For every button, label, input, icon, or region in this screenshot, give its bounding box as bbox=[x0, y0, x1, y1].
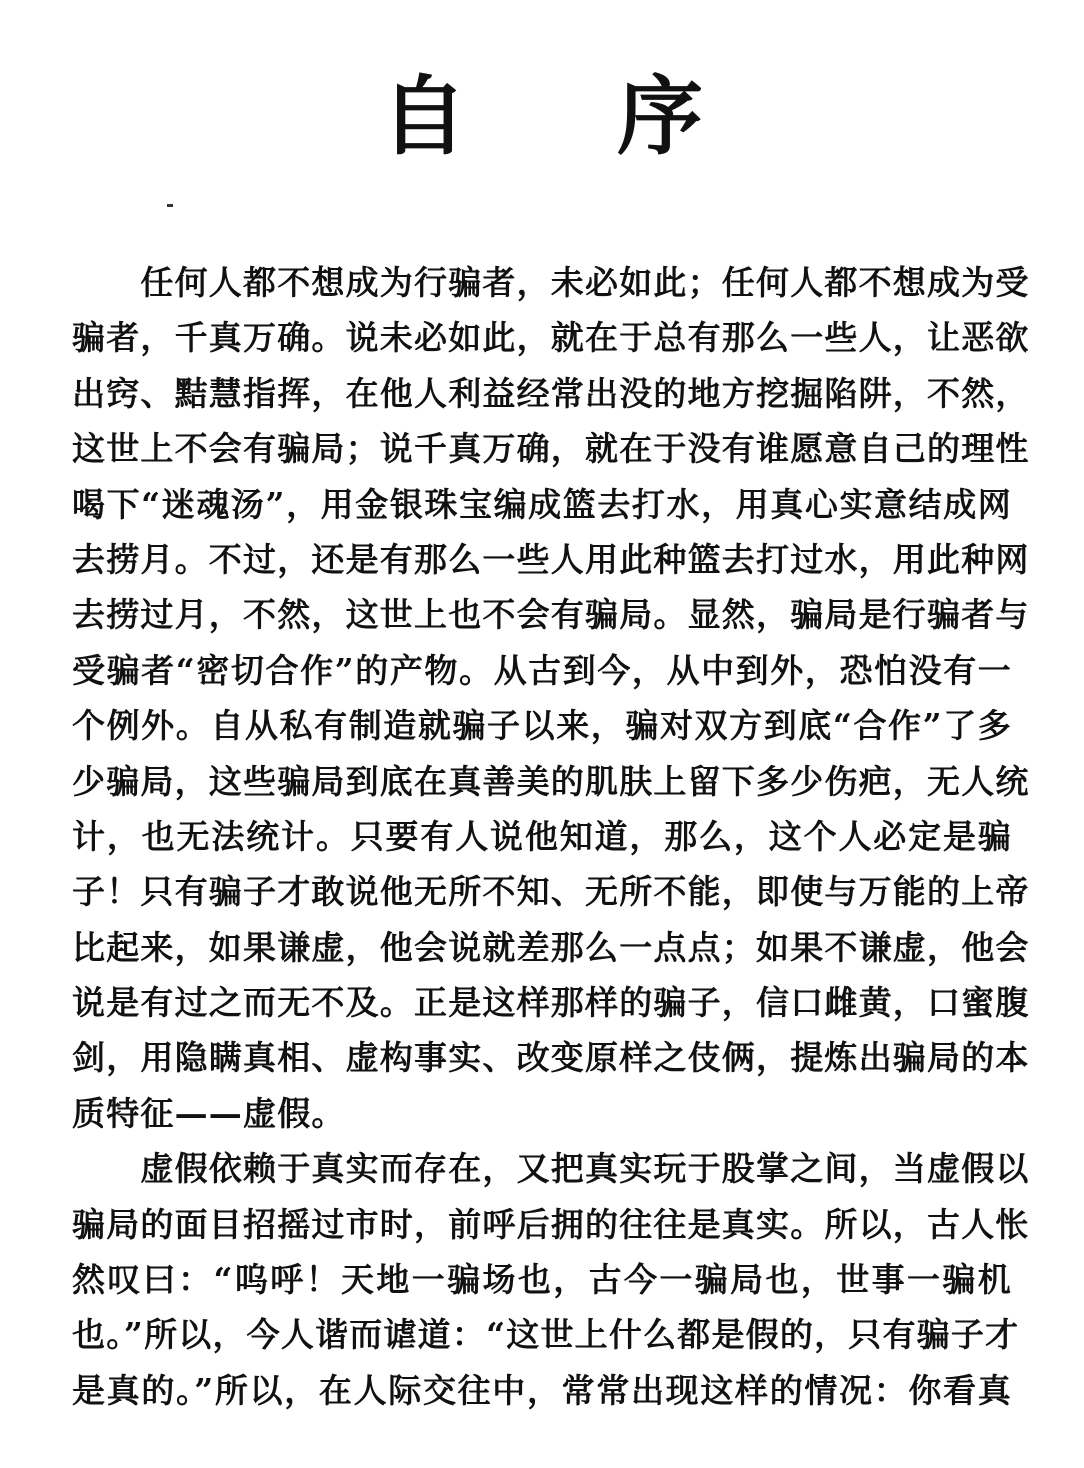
text-line: 去捞过月，不然，这世上也不会有骗局。显然，骗局是行骗者与 bbox=[72, 595, 1030, 635]
title-char-1: 自 bbox=[381, 66, 467, 167]
body-text bbox=[72, 255, 1030, 1418]
print-speck bbox=[167, 204, 173, 207]
text-line: 任何人都不想成为行骗者，未必如此；任何人都不想成为受 bbox=[72, 263, 1030, 302]
text-line: 少骗局，这些骗局到底在真善美的肌肤上留下多少伤疤，无人统 bbox=[72, 761, 1030, 801]
text-line: 虚假依赖于真实而存在，又把真实玩于股掌之间，当虚假以 bbox=[72, 1149, 1030, 1189]
text-line: 骗者，千真万确。说未必如此，就在于总有那么一些人，让恶欲 bbox=[72, 318, 1030, 358]
text-line: 剑，用隐瞒真相、虚构事实、改变原样之伎俩，提炼出骗局的本 bbox=[72, 1038, 1030, 1078]
text-line: 也。”所以，今人谐而谑道：“这世上什么都是假的，只有骗子才 bbox=[72, 1315, 1020, 1355]
text-line: 质特征——虚假。 bbox=[72, 1093, 346, 1133]
text-line: 说是有过之而无不及。正是这样那样的骗子，信口雌黄，口蜜腹 bbox=[72, 983, 1030, 1023]
page-title bbox=[0, 62, 1084, 172]
paragraph-2 bbox=[72, 1141, 1030, 1418]
text-line: 然叹曰：“呜呼！天地一骗场也，古今一骗局也，世事一骗机 bbox=[72, 1260, 1012, 1300]
text-line: 喝下“迷魂汤”，用金银珠宝编成篮去打水，用真心实意结成网 bbox=[72, 484, 1012, 524]
text-line: 是真的。”所以，在人际交往中，常常出现这样的情况：你看真 bbox=[72, 1370, 1012, 1410]
text-line: 个例外。自从私有制造就骗子以来，骗对双方到底“合作”了多 bbox=[72, 706, 1012, 746]
text-line: 计，也无法统计。只要有人说他知道，那么，这个人必定是骗 bbox=[72, 816, 1012, 856]
text-line: 比起来，如果谦虚，他会说就差那么一点点；如果不谦虚，他会 bbox=[72, 927, 1030, 967]
text-line: 去捞月。不过，还是有那么一些人用此种篮去打过水，用此种网 bbox=[72, 539, 1030, 579]
text-line: 子！只有骗子才敢说他无所不知、无所不能，即使与万能的上帝 bbox=[72, 872, 1030, 912]
paragraph-1 bbox=[72, 255, 1030, 1141]
text-line: 出窍、黠慧指挥，在他人利益经常出没的地方挖掘陷阱，不然， bbox=[72, 373, 1030, 413]
text-line: 受骗者“密切合作”的产物。从古到今，从中到外，恐怕没有一 bbox=[72, 650, 1012, 690]
title-char-2: 序 bbox=[617, 66, 703, 167]
text-line: 骗局的面目招摇过市时，前呼后拥的往往是真实。所以，古人怅 bbox=[72, 1204, 1030, 1244]
text-line: 这世上不会有骗局；说千真万确，就在于没有谁愿意自己的理性 bbox=[72, 429, 1030, 469]
